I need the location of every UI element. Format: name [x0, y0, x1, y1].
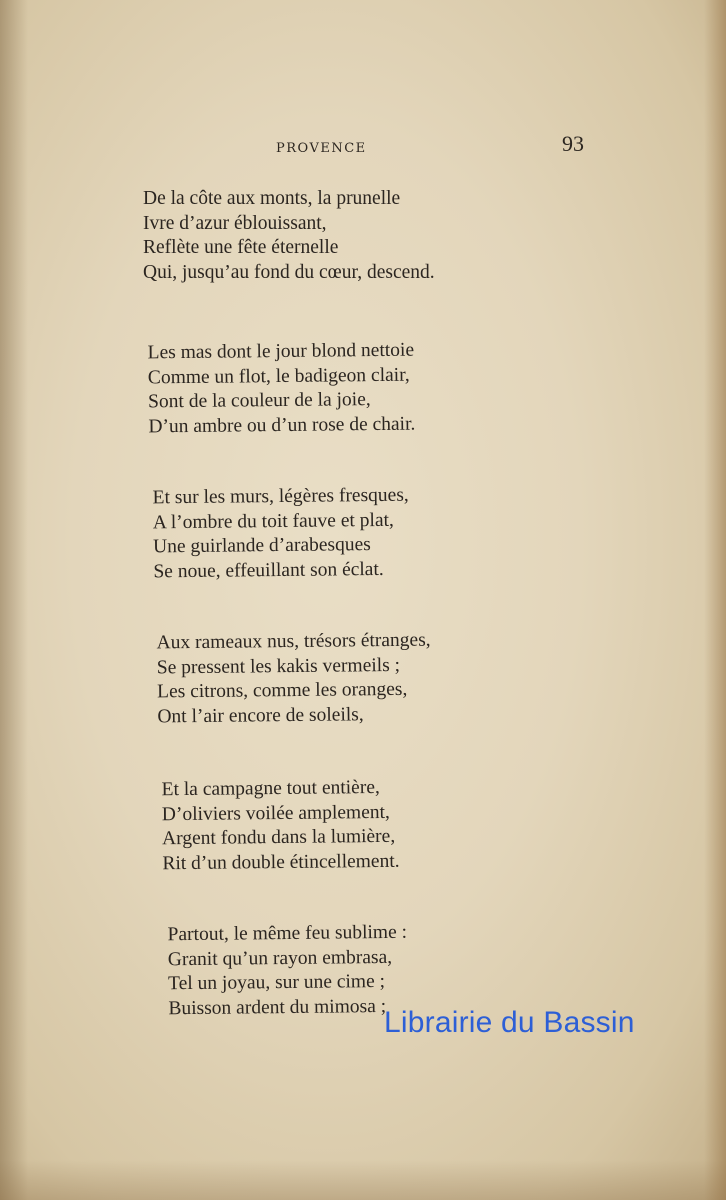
verse-line: Se noue, effeuillant son éclat.: [153, 558, 384, 582]
verse-line: Comme un flot, le badigeon clair,: [147, 364, 410, 388]
running-head: PROVENCE: [276, 141, 367, 156]
verse-line: Granit qu’un rayon embrasa,: [167, 946, 393, 970]
verse-line: Buisson ardent du mimosa ;: [168, 995, 387, 1019]
verse-line: D’un ambre ou d’un rose de chair.: [148, 413, 416, 437]
verse-line: Et sur les murs, légères fresques,: [152, 484, 409, 509]
verse-line: Tel un joyau, sur une cime ;: [168, 970, 386, 995]
stanza-4: [156, 629, 431, 730]
verse-line: Sont de la couleur de la joie,: [148, 389, 371, 413]
stanza-2: [147, 339, 415, 440]
verse-line: D’oliviers voilée amplement,: [161, 801, 390, 825]
verse-line: Les mas dont le jour blond nettoie: [147, 339, 415, 364]
verse-line: Et la campagne tout entière,: [161, 776, 380, 801]
verse-line: Ont l’air encore de soleils,: [157, 703, 364, 727]
verse-line: Rit d’un double étincellement.: [162, 850, 400, 874]
verse-line: Argent fondu dans la lumière,: [162, 825, 396, 850]
page-number: 93: [562, 131, 584, 156]
stanza-3: [152, 484, 409, 585]
verse-line: A l’ombre du toit fauve et plat,: [152, 509, 394, 533]
verse-line: Ivre d’azur éblouissant,: [143, 212, 327, 234]
verse-line: De la côte aux monts, la prunelle: [143, 188, 401, 209]
stanza-1: [143, 187, 435, 285]
page-bottom-edge: [0, 1160, 726, 1200]
watermark-text: Librairie du Bassin: [384, 1006, 635, 1039]
verse-line: Qui, jusqu’au fond du cœur, descend.: [143, 261, 435, 283]
verse-line: Reflète une fête éternelle: [143, 237, 339, 258]
stanza-5: [161, 776, 399, 876]
verse-line: Se pressent les kakis vermeils ;: [156, 654, 401, 678]
stanza-6: [167, 921, 407, 1022]
verse-line: Partout, le même feu sublime :: [167, 921, 408, 946]
verse-line: Les citrons, comme les oranges,: [157, 678, 408, 703]
verse-line: Une guirlande d’arabesques: [153, 534, 371, 558]
verse-line: Aux rameaux nus, trésors étranges,: [156, 629, 431, 654]
